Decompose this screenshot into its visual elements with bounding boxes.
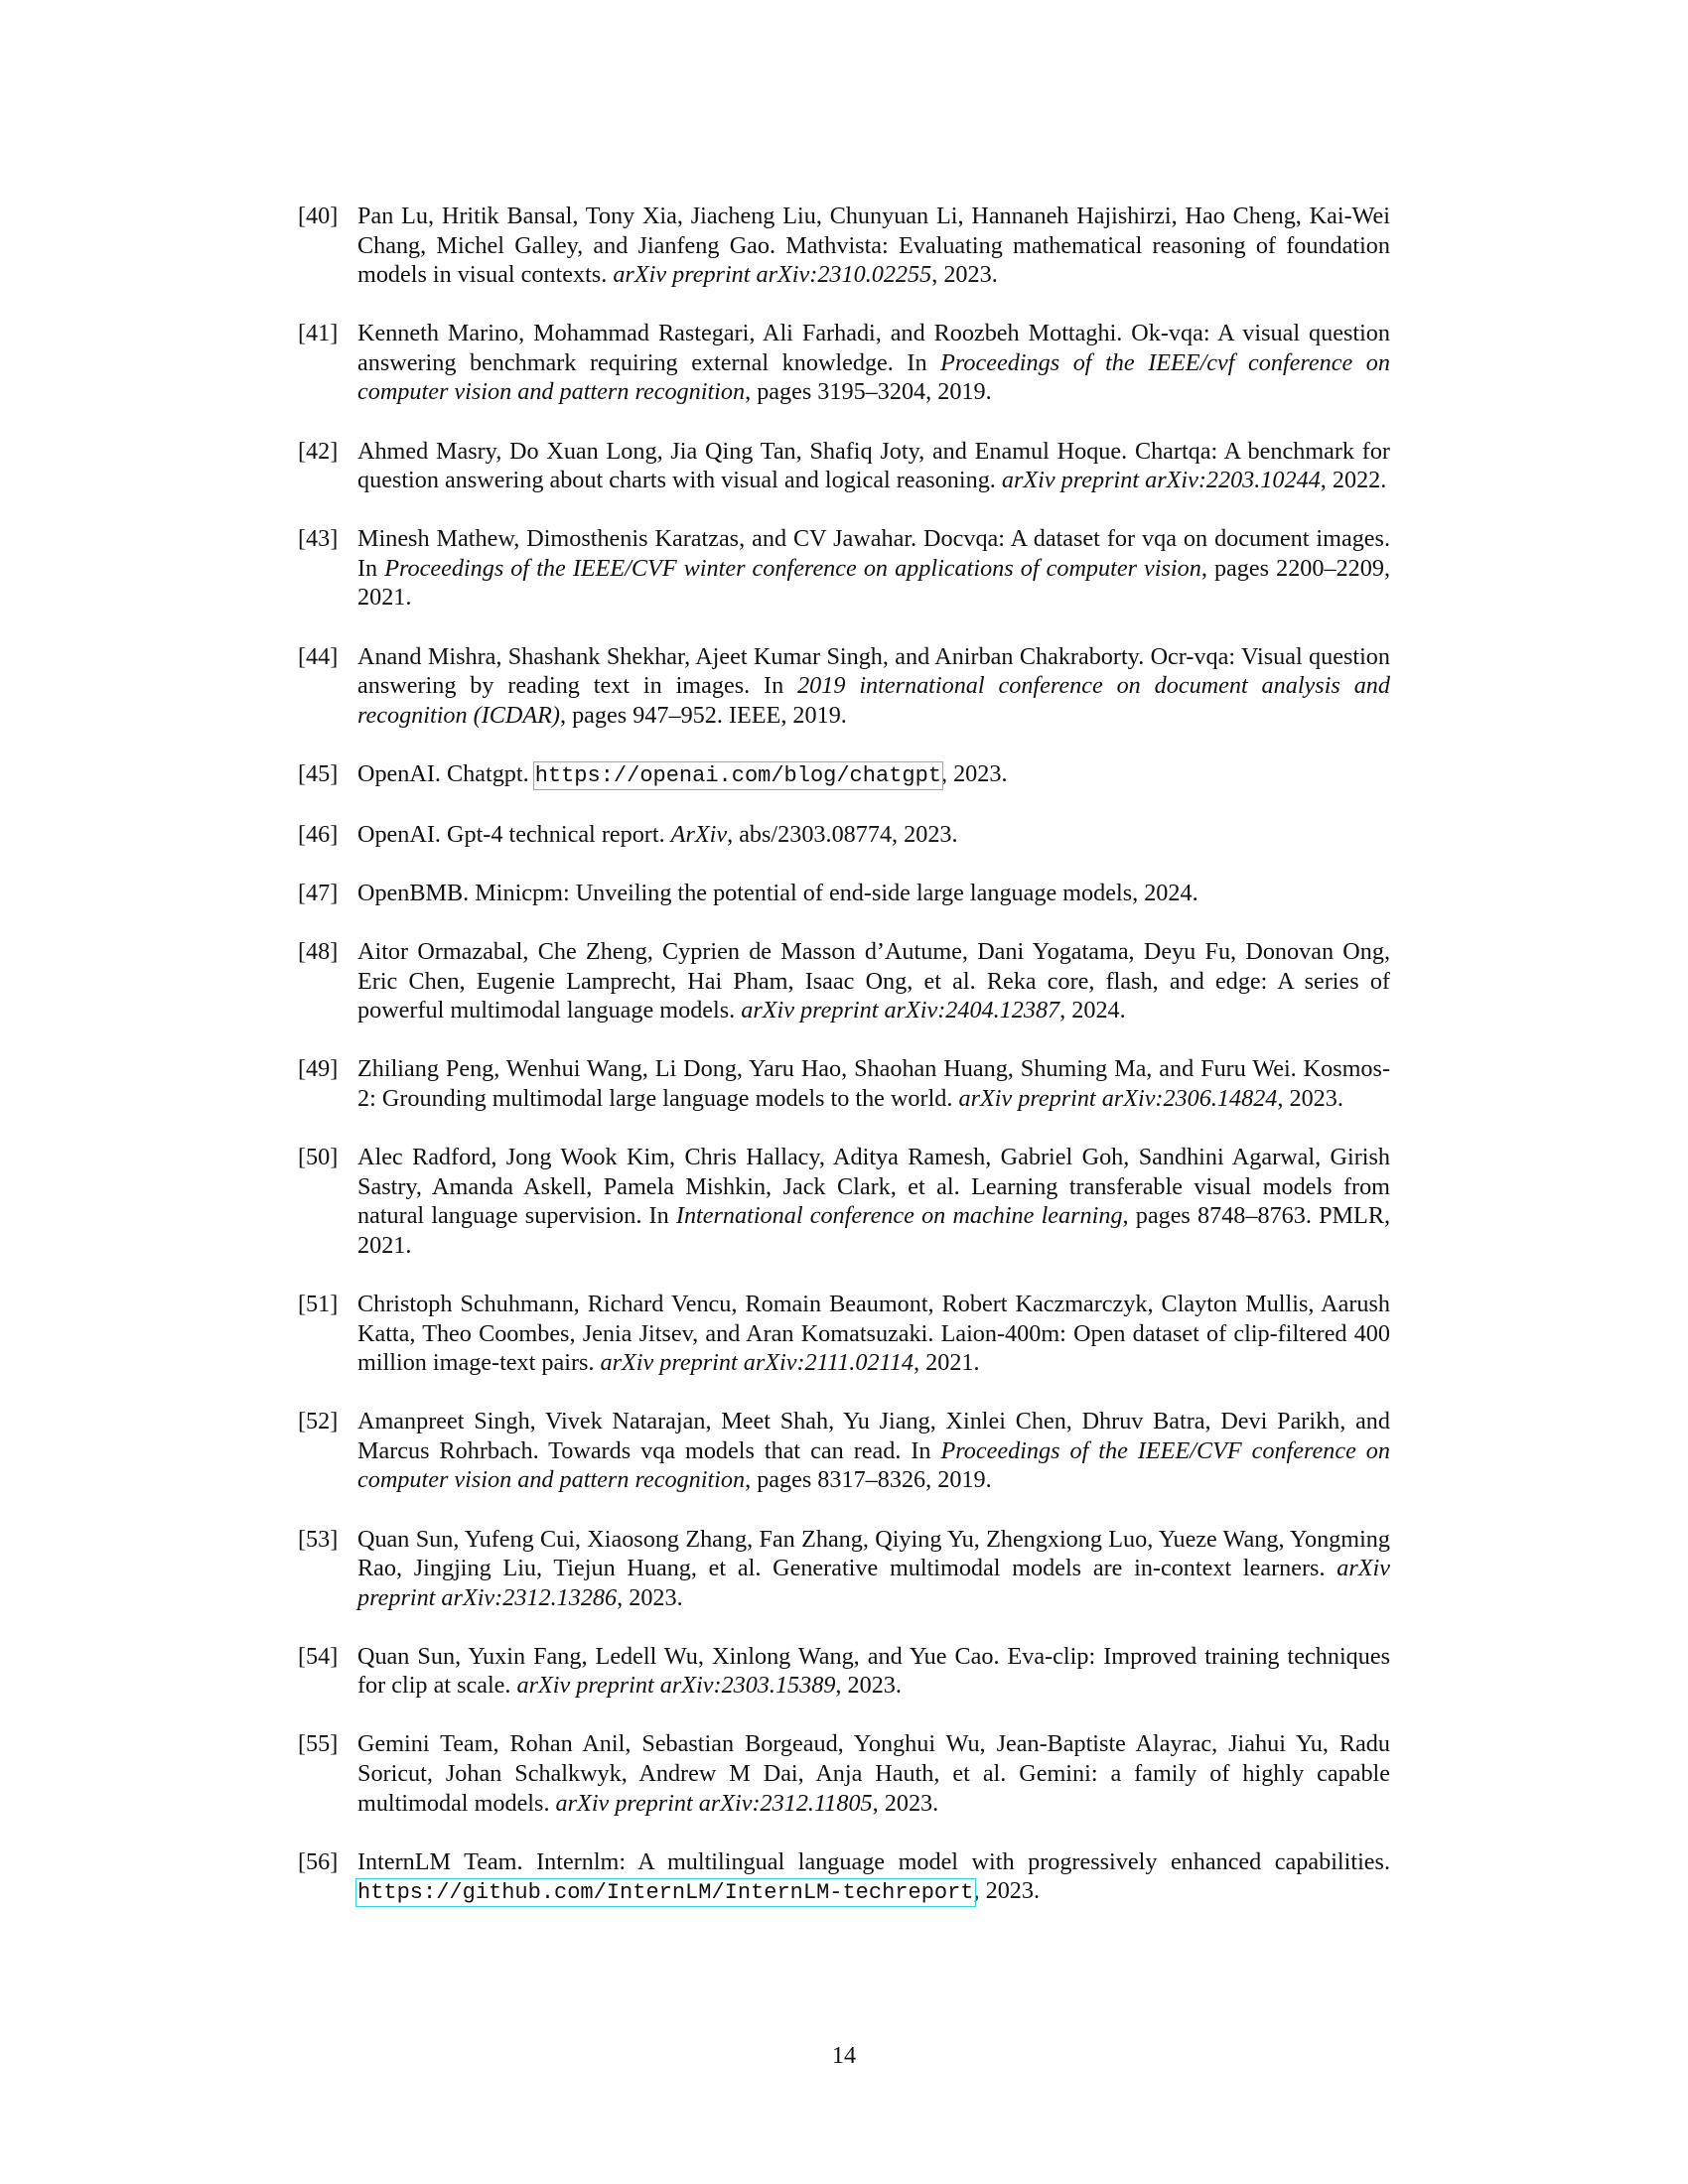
- reference-text: [357, 1054, 1390, 1113]
- reference-authors-title: Ahmed Masry, Do Xuan Long, Jia Qing Tan, Shafiq Joty, and Enamul Hoque. Chartqa: A benchmark for question answering about charts with visual and logical reasoning.: [357, 437, 1390, 494]
- reference-authors-title: Anand Mishra, Shashank Shekhar, Ajeet Kumar Singh, and Anirban Chakraborty. Ocr-vqa: Visual question answering by reading text in images. In: [357, 642, 1390, 700]
- reference-item: [298, 1143, 1390, 1260]
- reference-url-link[interactable]: https://openai.com/blog/chatgpt: [534, 762, 941, 788]
- reference-details: , pages 2200–2209, 2021.: [357, 554, 1390, 612]
- reference-venue: arXiv preprint arXiv:2111.02114: [600, 1349, 914, 1377]
- reference-number: [47]: [298, 880, 339, 906]
- reference-item: [298, 202, 1390, 290]
- reference-venue: arXiv preprint arXiv:2312.13286: [357, 1555, 1390, 1611]
- reference-details: , 2021.: [914, 1349, 980, 1377]
- reference-authors-title: Alec Radford, Jong Wook Kim, Chris Hallacy, Aditya Ramesh, Gabriel Goh, Sandhini Agarwal, Girish Sastry, Amanda Askell, Pamela Mishkin, Jack Clark, et al. Learning transferable visual models from natural language supervision. In: [357, 1144, 1390, 1230]
- reference-text: [357, 1847, 1390, 1908]
- reference-venue: Proceedings of the IEEE/cvf conference on computer vision and pattern recognition: [357, 348, 1390, 406]
- reference-item: [298, 879, 1390, 908]
- reference-venue: arXiv preprint arXiv:2303.15389: [516, 1672, 836, 1700]
- reference-venue: arXiv preprint arXiv:2203.10244: [1001, 467, 1321, 494]
- reference-venue: Proceedings of the IEEE/CVF winter conference on applications of computer vision: [384, 554, 1201, 582]
- reference-number: [55]: [298, 1730, 339, 1758]
- reference-item: [298, 1847, 1390, 1908]
- reference-item: [298, 1729, 1390, 1818]
- reference-venue: arXiv preprint arXiv:2312.11805: [555, 1789, 873, 1817]
- reference-item: [298, 437, 1390, 495]
- reference-details: , 2023.: [940, 759, 1008, 787]
- reference-authors-title: Kenneth Marino, Mohammad Rastegari, Ali Farhadi, and Roozbeh Mottaghi. Ok-vqa: A visual question answering benchmark requiring external knowledge. In: [357, 320, 1390, 376]
- reference-venue: arXiv preprint arXiv:2306.14824: [958, 1084, 1278, 1112]
- reference-number: [46]: [298, 820, 339, 848]
- reference-venue: International conference on machine learning: [675, 1202, 1123, 1230]
- reference-details: , pages 947–952. IEEE, 2019.: [559, 701, 847, 729]
- reference-number: [52]: [298, 1408, 339, 1435]
- reference-item: [298, 1290, 1390, 1378]
- reference-text: [357, 879, 1390, 908]
- reference-authors-title: Zhiliang Peng, Wenhui Wang, Li Dong, Yaru Hao, Shaohan Huang, Shuming Ma, and Furu Wei. Kosmos-2: Grounding multimodal large language models to the world.: [357, 1055, 1390, 1112]
- reference-number: [45]: [298, 759, 339, 787]
- reference-item: [298, 1407, 1390, 1495]
- reference-venue: Proceedings of the IEEE/CVF conference on computer vision and pattern recognition: [357, 1436, 1390, 1494]
- reference-text: [357, 437, 1390, 495]
- reference-text: [357, 1143, 1390, 1260]
- reference-details: , 2022.: [1320, 467, 1387, 494]
- reference-details: , 2023.: [617, 1583, 683, 1611]
- reference-details: , 2023.: [973, 1877, 1041, 1905]
- reference-number: [40]: [298, 203, 339, 229]
- reference-details: , 2023.: [931, 261, 998, 289]
- reference-item: [298, 524, 1390, 613]
- reference-authors-title: Christoph Schuhmann, Richard Vencu, Romain Beaumont, Robert Kaczmarczyk, Clayton Mullis, Aarush Katta, Theo Coombes, Jenia Jitsev, and Aran Komatsuzaki. Laion-400m: Open dataset of clip-filtered 400 million image-text pairs.: [357, 1290, 1390, 1377]
- reference-details: , pages 8317–8326, 2019.: [745, 1466, 992, 1494]
- reference-text: [357, 642, 1390, 731]
- reference-item: [298, 937, 1390, 1025]
- reference-details: , 2024.: [1059, 997, 1126, 1024]
- reference-number: [41]: [298, 320, 339, 347]
- reference-details: , pages 3195–3204, 2019.: [745, 378, 992, 406]
- reference-text: [357, 1290, 1390, 1378]
- reference-text: [357, 759, 1390, 791]
- reference-authors-title: Gemini Team, Rohan Anil, Sebastian Borgeaud, Yonghui Wu, Jean-Baptiste Alayrac, Jiahui Yu, Radu Soricut, Johan Schalkwyk, Andrew M Dai, Anja Hauth, et al. Gemini: a family of highly capable multimodal models.: [357, 1730, 1390, 1817]
- reference-item: [298, 319, 1390, 407]
- reference-text: [357, 202, 1390, 290]
- reference-venue: 2019 international conference on document analysis and recognition (ICDAR): [357, 672, 1390, 729]
- reference-item: [298, 1525, 1390, 1613]
- reference-authors-title: OpenAI. Gpt-4 technical report.: [357, 820, 671, 848]
- reference-authors-title: Amanpreet Singh, Vivek Natarajan, Meet Shah, Yu Jiang, Xinlei Chen, Dhruv Batra, Devi Parikh, and Marcus Rohrbach. Towards vqa models that can read. In: [357, 1408, 1390, 1464]
- reference-number: [48]: [298, 938, 339, 966]
- page-number: 14: [831, 2042, 857, 2069]
- reference-venue: arXiv preprint arXiv:2310.02255: [613, 261, 932, 289]
- reference-authors-title: OpenAI. Chatgpt.: [357, 759, 535, 787]
- reference-text: [357, 820, 1390, 850]
- reference-authors-title: OpenBMB. Minicpm: Unveiling the potential of end-side large language models, 2024.: [357, 880, 1198, 906]
- reference-details: , pages 8748–8763. PMLR, 2021.: [357, 1202, 1391, 1259]
- reference-item: [298, 820, 1390, 850]
- reference-text: [357, 1729, 1390, 1818]
- reference-authors-title: Minesh Mathew, Dimosthenis Karatzas, and CV Jawahar. Docvqa: A dataset for vqa on document images. In: [357, 525, 1390, 582]
- reference-text: [357, 1642, 1390, 1701]
- reference-text: [357, 1525, 1390, 1613]
- reference-number: [42]: [298, 437, 339, 465]
- reference-number: [54]: [298, 1642, 339, 1670]
- reference-details: , 2023.: [872, 1789, 939, 1817]
- reference-venue: arXiv preprint arXiv:2404.12387: [741, 997, 1060, 1024]
- reference-text: [357, 937, 1390, 1025]
- reference-authors-title: Quan Sun, Yufeng Cui, Xiaosong Zhang, Fan Zhang, Qiying Yu, Zhengxiong Luo, Yueze Wang, Yongming Rao, Jingjing Liu, Tiejun Huang, et al. Generative multimodal models are in-context learners.: [357, 1525, 1390, 1582]
- reference-item: [298, 642, 1390, 731]
- reference-authors-title: InternLM Team. Internlm: A multilingual language model with progressively enhanced capabilities.: [357, 1847, 1390, 1875]
- reference-details: , 2023.: [835, 1672, 902, 1700]
- reference-authors-title: Pan Lu, Hritik Bansal, Tony Xia, Jiacheng Liu, Chunyuan Li, Hannaneh Hajishirzi, Hao Cheng, Kai-Wei Chang, Michel Galley, and Jianfeng Gao. Mathvista: Evaluating mathematical reasoning of foundation models in visual contexts.: [357, 203, 1390, 289]
- reference-number: [49]: [298, 1055, 339, 1083]
- reference-venue: ArXiv: [670, 820, 728, 848]
- reference-authors-title: Aitor Ormazabal, Che Zheng, Cyprien de Masson d’Autume, Dani Yogatama, Deyu Fu, Donovan Ong, Eric Chen, Eugenie Lamprecht, Hai Pham, Isaac Ong, et al. Reka core, flash, and edge: A series of powerful multimodal language models.: [357, 938, 1390, 1024]
- reference-details: , 2023.: [1277, 1084, 1343, 1112]
- reference-number: [43]: [298, 525, 339, 553]
- reference-number: [53]: [298, 1525, 339, 1553]
- reference-item: [298, 1054, 1390, 1113]
- reference-text: [357, 1407, 1390, 1495]
- reference-number: [51]: [298, 1290, 339, 1317]
- reference-url-link[interactable]: https://github.com/InternLM/InternLM-techreport: [357, 1880, 974, 1906]
- reference-number: [50]: [298, 1144, 339, 1171]
- reference-number: [44]: [298, 642, 339, 670]
- reference-details: , abs/2303.08774, 2023.: [727, 820, 958, 848]
- reference-item: [298, 1642, 1390, 1701]
- reference-list: [298, 202, 1390, 1937]
- reference-text: [357, 319, 1390, 407]
- reference-item: [298, 759, 1390, 791]
- reference-text: [357, 524, 1390, 613]
- reference-authors-title: Quan Sun, Yuxin Fang, Ledell Wu, Xinlong Wang, and Yue Cao. Eva-clip: Improved training techniques for clip at scale.: [357, 1642, 1390, 1700]
- reference-number: [56]: [298, 1847, 339, 1875]
